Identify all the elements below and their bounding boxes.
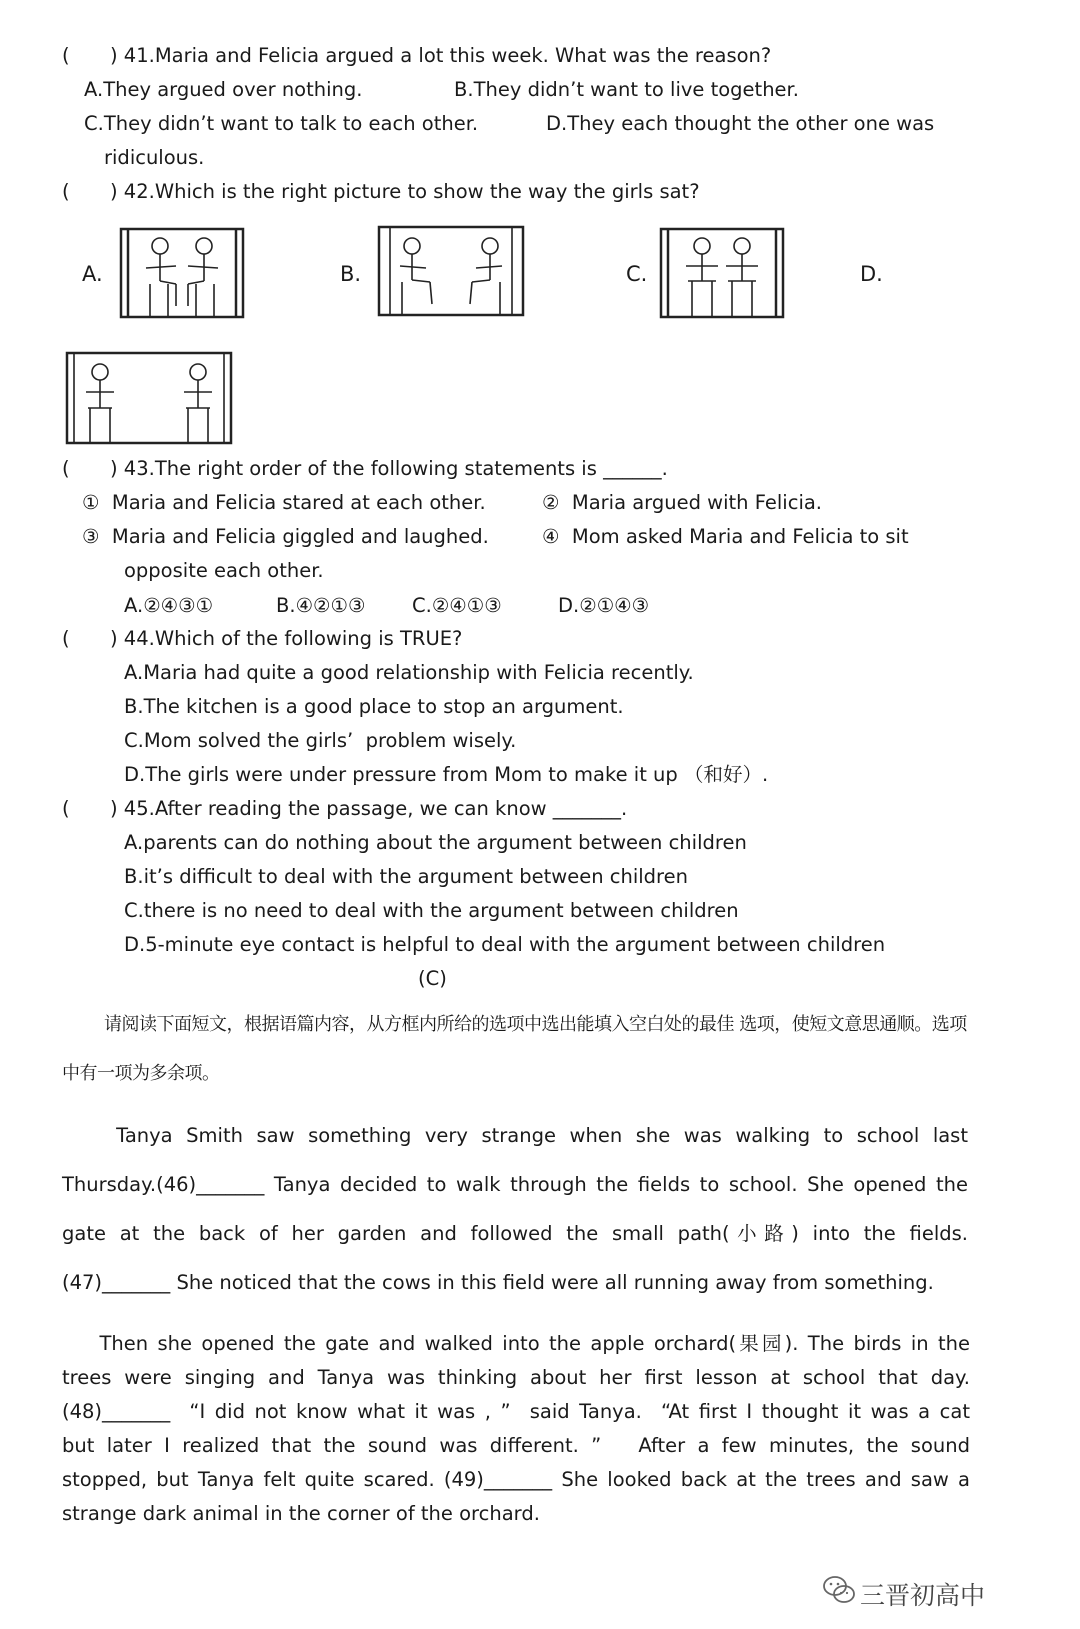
option-b: B.④②①③: [276, 594, 366, 617]
passage-line: strange dark animal in the corner of the orchard.: [62, 1502, 540, 1525]
option-b: B.The kitchen is a good place to stop an argument.: [124, 695, 624, 718]
picture-label-a: A.: [82, 262, 103, 286]
option-c: C.Mom solved the girls’ problem wisely.: [124, 729, 517, 752]
section-heading: (C): [418, 967, 447, 990]
question-stem: ) 43.The right order of the following statements is ______.: [110, 457, 668, 480]
option-d: D.②①④③: [558, 594, 650, 617]
option-d: D.The girls were under pressure from Mom to make it up （和好）.: [124, 763, 769, 786]
option-c: C.②④①③: [412, 594, 502, 617]
passage-line: Then she opened the gate and walked into the apple orchard(果园). The birds in the: [62, 1332, 970, 1355]
option-b: B.They didn’t want to live together.: [454, 78, 799, 101]
wechat-icon: [822, 1574, 856, 1606]
passage-line: Tanya Smith saw something very strange when she was walking to school last: [62, 1124, 968, 1147]
option-c: C.They didn’t want to talk to each other.: [84, 112, 479, 135]
option-a: A.②④③①: [124, 594, 214, 617]
option-d: D.5-minute eye contact is helpful to deal with the argument between children: [124, 933, 886, 956]
picture-c[interactable]: [658, 226, 788, 324]
picture-label-d: D.: [860, 262, 883, 286]
question-stem: ) 42.Which is the right picture to show the way the girls sat?: [110, 180, 700, 203]
option-c: C.there is no need to deal with the argument between children: [124, 899, 739, 922]
picture-label-b: B.: [340, 262, 362, 286]
picture-b[interactable]: [376, 224, 528, 322]
answer-paren[interactable]: (: [62, 180, 70, 203]
statement-4: ④ Mom asked Maria and Felicia to sit: [542, 525, 909, 548]
picture-a[interactable]: [118, 226, 248, 326]
option-d: D.They each thought the other one was: [546, 112, 935, 135]
question-stem: ) 45.After reading the passage, we can know _______.: [110, 797, 628, 820]
option-a: A.They argued over nothing.: [84, 78, 363, 101]
question-43: [62, 459, 668, 479]
option-d-cont: ridiculous.: [104, 146, 205, 169]
option-a: A.Maria had quite a good relationship with Felicia recently.: [124, 661, 694, 684]
instruction-line-2: 中有一项为多余项。: [62, 1063, 220, 1084]
option-b: B.it’s difficult to deal with the argument between children: [124, 865, 688, 888]
question-42: [62, 182, 700, 202]
picture-label-c: C.: [626, 262, 648, 286]
statement-3: ③ Maria and Felicia giggled and laughed.: [82, 525, 489, 548]
instruction-line-1: 请阅读下面短文，根据语篇内容，从方框内所给的选项中选出能填入空白处的最佳 选项，使短文意思通顺。选项: [104, 1014, 967, 1035]
statement-4-cont: opposite each other.: [124, 559, 324, 582]
statement-2: ② Maria argued with Felicia.: [542, 491, 823, 514]
answer-paren[interactable]: (: [62, 627, 70, 650]
passage-line: but later I realized that the sound was different. ” After a few minutes, the sound: [62, 1434, 970, 1457]
passage-line: (48)_______ “I did not know what it was , ” said Tanya. “At first I thought it was a cat: [62, 1400, 970, 1423]
passage-line: stopped, but Tanya felt quite scared. (49)_______ She looked back at the trees and saw a: [62, 1468, 970, 1491]
question-44: [62, 629, 462, 649]
passage-line: (47)_______ She noticed that the cows in this field were all running away from something.: [62, 1271, 934, 1294]
option-a: A.parents can do nothing about the argument between children: [124, 831, 747, 854]
answer-paren[interactable]: (: [62, 457, 70, 480]
watermark-text: 三晋初高中: [860, 1581, 986, 1610]
question-stem: ) 41.Maria and Felicia argued a lot this week. What was the reason?: [110, 44, 772, 67]
passage-line: Thursday.(46)_______ Tanya decided to walk through the fields to school. She opened the: [62, 1173, 968, 1196]
question-41: [62, 46, 771, 66]
passage-line: trees were singing and Tanya was thinking about her first lesson at school that day.: [62, 1366, 970, 1389]
picture-d[interactable]: [64, 350, 236, 450]
passage-line: gate at the back of her garden and followed the small path(小路) into the fields.: [62, 1222, 968, 1245]
statement-1: ① Maria and Felicia stared at each other.: [82, 491, 486, 514]
answer-paren[interactable]: (: [62, 44, 70, 67]
question-stem: ) 44.Which of the following is TRUE?: [110, 627, 463, 650]
answer-paren[interactable]: (: [62, 797, 70, 820]
question-45: [62, 799, 627, 819]
